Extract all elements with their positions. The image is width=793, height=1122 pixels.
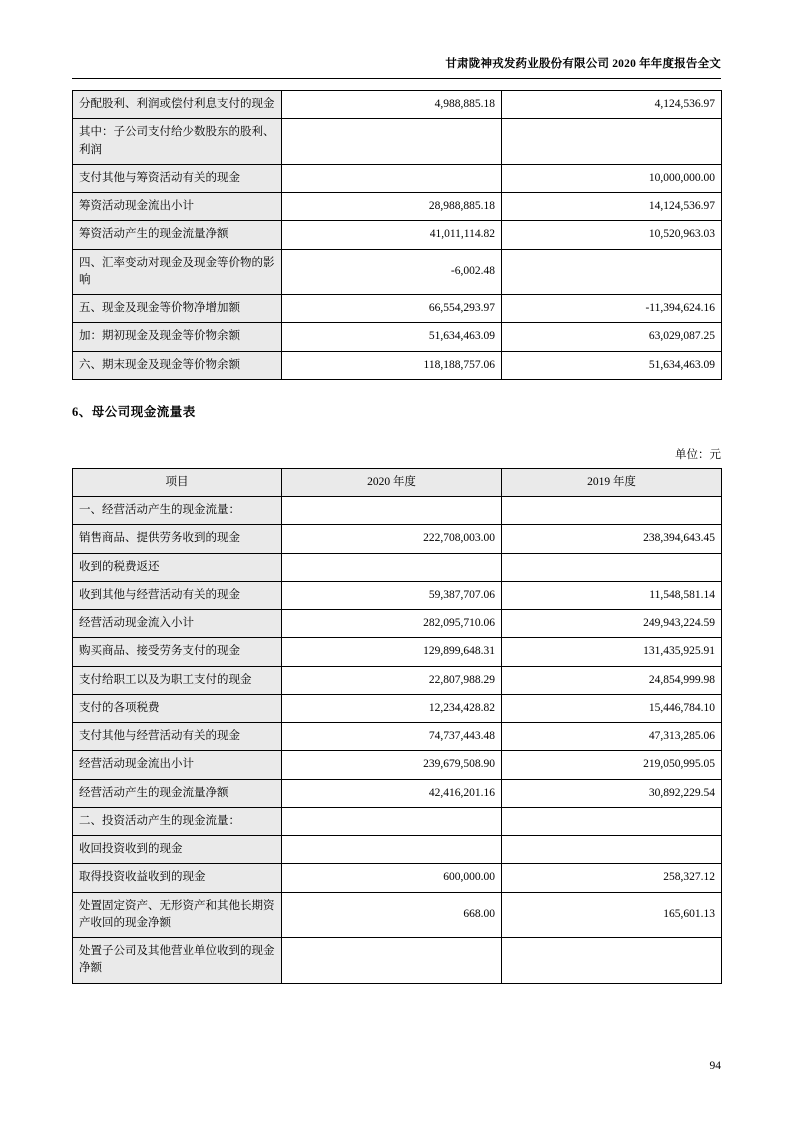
header-divider [72,78,721,79]
table-row [73,723,722,751]
row-value-2020: 66,554,293.97 [282,295,502,323]
column-header: 2019 年度 [502,468,722,496]
row-value-2019: 47,313,285.06 [502,723,722,751]
row-value-2020: 28,988,885.18 [282,193,502,221]
row-label: 五、现金及现金等价物净增加额 [73,295,282,323]
row-label: 支付其他与经营活动有关的现金 [73,723,282,751]
row-value-2020 [282,119,502,165]
row-value-2019 [502,836,722,864]
row-value-2020: 41,011,114.82 [282,221,502,249]
row-value-2020: 129,899,648.31 [282,638,502,666]
row-value-2020: 282,095,710.06 [282,610,502,638]
page-number: 94 [709,1060,721,1072]
unit-label: 单位：元 [675,448,721,461]
row-value-2020 [282,938,502,984]
table-row [73,938,722,984]
running-header: 甘肃陇神戎发药业股份有限公司 2020 年年度报告全文 [445,58,721,70]
row-value-2019: 11,548,581.14 [502,581,722,609]
table-row [73,751,722,779]
row-value-2019 [502,497,722,525]
table-parent-head [73,468,722,496]
row-value-2019: 238,394,643.45 [502,525,722,553]
row-label: 其中：子公司支付给少数股东的股利、利润 [73,119,282,165]
row-label: 支付的各项税费 [73,694,282,722]
row-value-2020: 74,737,443.48 [282,723,502,751]
row-value-2019: 63,029,087.25 [502,323,722,351]
table-row [73,694,722,722]
row-value-2020 [282,807,502,835]
table-row [73,581,722,609]
table-row [73,836,722,864]
row-label: 销售商品、提供劳务收到的现金 [73,525,282,553]
table-parent-body [73,497,722,984]
row-label: 收到其他与经营活动有关的现金 [73,581,282,609]
row-label: 处置固定资产、无形资产和其他长期资产收回的现金净额 [73,892,282,938]
row-value-2020: 22,807,988.29 [282,666,502,694]
table-row [73,892,722,938]
row-value-2019: 14,124,536.97 [502,193,722,221]
row-value-2020: 239,679,508.90 [282,751,502,779]
row-label: 支付其他与筹资活动有关的现金 [73,164,282,192]
column-header: 项目 [73,468,282,496]
row-value-2019: 30,892,229.54 [502,779,722,807]
row-label: 加：期初现金及现金等价物余额 [73,323,282,351]
row-label: 一、经营活动产生的现金流量： [73,497,282,525]
row-value-2019: 249,943,224.59 [502,610,722,638]
row-label: 收到的税费返还 [73,553,282,581]
row-value-2019: 15,446,784.10 [502,694,722,722]
row-value-2019: 219,050,995.05 [502,751,722,779]
row-label: 取得投资收益收到的现金 [73,864,282,892]
row-label: 分配股利、利润或偿付利息支付的现金 [73,91,282,119]
row-value-2019 [502,938,722,984]
row-label: 经营活动现金流出小计 [73,751,282,779]
table-row [73,610,722,638]
row-value-2019: 10,000,000.00 [502,164,722,192]
row-value-2020: 42,416,201.16 [282,779,502,807]
table-row [73,119,722,165]
row-value-2020: 12,234,428.82 [282,694,502,722]
row-value-2019: 10,520,963.03 [502,221,722,249]
table-row [73,295,722,323]
row-label: 筹资活动现金流出小计 [73,193,282,221]
row-label: 经营活动产生的现金流量净额 [73,779,282,807]
row-label: 二、投资活动产生的现金流量： [73,807,282,835]
row-label: 处置子公司及其他营业单位收到的现金净额 [73,938,282,984]
table-row [73,91,722,119]
table-row [73,638,722,666]
table-row [73,193,722,221]
row-value-2020: 668.00 [282,892,502,938]
row-label: 筹资活动产生的现金流量净额 [73,221,282,249]
row-value-2020: 600,000.00 [282,864,502,892]
row-value-2019 [502,249,722,295]
section-heading: 6、母公司现金流量表 [72,404,196,419]
row-value-2019: -11,394,624.16 [502,295,722,323]
row-value-2020 [282,553,502,581]
row-label: 收回投资收到的现金 [73,836,282,864]
table-row [73,807,722,835]
row-value-2019: 4,124,536.97 [502,91,722,119]
table-row [73,221,722,249]
table-row [73,249,722,295]
table-row [73,323,722,351]
row-value-2019: 165,601.13 [502,892,722,938]
table-row [73,864,722,892]
table-row [73,666,722,694]
table-row [73,351,722,379]
row-value-2019: 258,327.12 [502,864,722,892]
table-row [73,164,722,192]
row-value-2020: 4,988,885.18 [282,91,502,119]
table-row [73,525,722,553]
row-label: 四、汇率变动对现金及现金等价物的影响 [73,249,282,295]
cash-flow-table-continued [72,90,722,380]
row-value-2020: -6,002.48 [282,249,502,295]
row-label: 购买商品、接受劳务支付的现金 [73,638,282,666]
row-value-2019 [502,553,722,581]
row-value-2020: 51,634,463.09 [282,323,502,351]
row-label: 支付给职工以及为职工支付的现金 [73,666,282,694]
parent-company-cash-flow-table [72,468,722,984]
table-header-row [73,468,722,496]
page-content [72,90,721,984]
table-top-body [73,91,722,380]
table-row [73,497,722,525]
row-value-2019 [502,807,722,835]
row-label: 六、期末现金及现金等价物余额 [73,351,282,379]
row-label: 经营活动现金流入小计 [73,610,282,638]
row-value-2019: 131,435,925.91 [502,638,722,666]
row-value-2020: 59,387,707.06 [282,581,502,609]
table-row [73,553,722,581]
row-value-2019: 51,634,463.09 [502,351,722,379]
row-value-2020: 118,188,757.06 [282,351,502,379]
table-row [73,779,722,807]
row-value-2020 [282,497,502,525]
row-value-2020 [282,164,502,192]
column-header: 2020 年度 [282,468,502,496]
row-value-2020: 222,708,003.00 [282,525,502,553]
row-value-2019 [502,119,722,165]
row-value-2020 [282,836,502,864]
row-value-2019: 24,854,999.98 [502,666,722,694]
